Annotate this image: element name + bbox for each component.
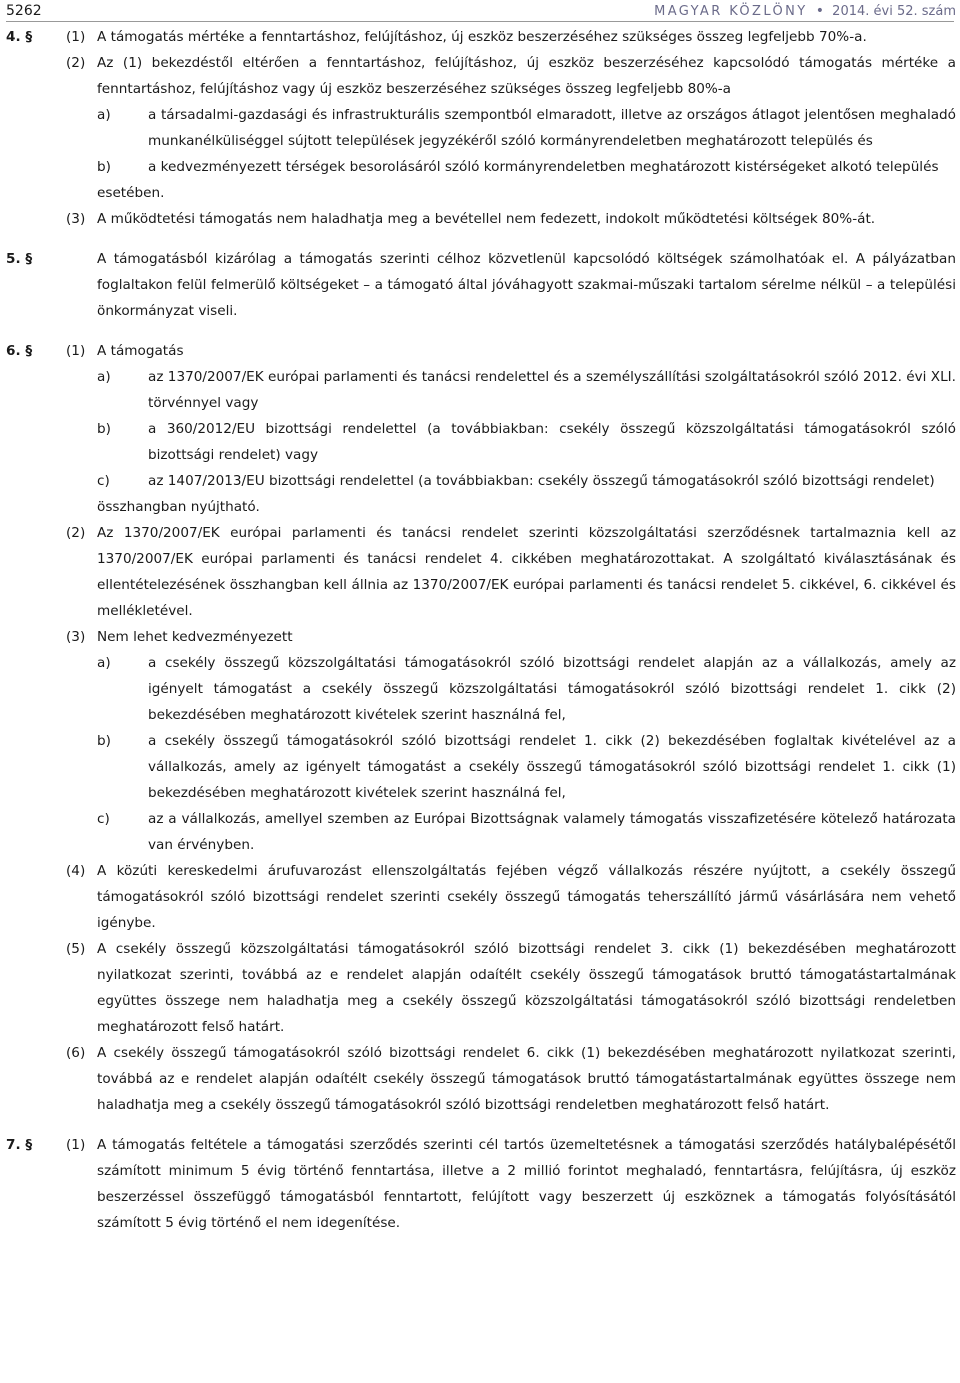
paragraph-number: (1) <box>66 343 86 359</box>
journal-title: MAGYAR KÖZLÖNY <box>654 4 808 19</box>
paragraph-text: A támogatás mértéke a fenntartáshoz, felújításhoz, új eszköz beszerzéséhez szükséges összeg legfeljebb 70%-a. <box>97 29 867 45</box>
paragraph-number: (1) <box>66 29 86 45</box>
item-letter: b) <box>97 159 111 175</box>
section-7 <box>0 1132 960 1236</box>
list-item-6-1-b <box>0 416 960 468</box>
item-letter: b) <box>97 421 111 437</box>
item-letter: a) <box>97 655 111 671</box>
section-number: 5. § <box>6 251 33 267</box>
section-4 <box>0 24 960 232</box>
paragraph-text: A közúti kereskedelmi árufuvarozást ellenszolgáltatás fejében végző vállalkozás részére nyújtott, a csekély összegű támogatásokról szóló bizottsági rendelet szerinti csekély összegű támogatás teherszállító jármű vásárlására nem vehető igénybe. <box>97 863 956 931</box>
paragraph-6-3 <box>0 624 960 650</box>
section-gap <box>0 1118 960 1132</box>
item-text: a társadalmi-gazdasági és infrastrukturális szempontból elmaradott, illetve az országos átlagot jelentősen meghaladó munkanélküliséggel sújtott települések jegyzékéről szóló kormányrendeletben meghatározott település és <box>148 107 956 149</box>
list-item-4-2-b <box>0 154 960 180</box>
item-text: az 1407/2013/EU bizottsági rendelettel (a továbbiakban: csekély összegű támogatásokról szóló bizottsági rendelet) <box>148 473 935 489</box>
list-item-4-2-a <box>0 102 960 154</box>
paragraph-7-1 <box>0 1132 960 1236</box>
list-item-6-1-c <box>0 468 960 494</box>
section-gap <box>0 232 960 246</box>
document-body <box>0 24 960 1236</box>
paragraph-tail: összhangban nyújtható. <box>97 499 260 515</box>
paragraph-4-1 <box>0 24 960 50</box>
section-text: A támogatásból kizárólag a támogatás szerinti célhoz közvetlenül kapcsolódó költségek számolhatóak el. A pályázatban foglaltakon felül felmerülő költségeket – a támogató által jóváhagyott szakmai-műszaki tartalom sérelme nélkül – a települési önkormányzat viseli. <box>97 251 956 319</box>
paragraph-number: (2) <box>66 525 86 541</box>
paragraph-number: (3) <box>66 629 86 645</box>
paragraph-6-6 <box>0 1040 960 1118</box>
paragraph-6-1 <box>0 338 960 364</box>
page-header <box>0 0 960 22</box>
item-text: a 360/2012/EU bizottsági rendelettel (a továbbiakban: csekély összegű közszolgáltatási támogatásokról szóló bizottsági rendelet) vagy <box>148 421 956 463</box>
paragraph-number: (4) <box>66 863 86 879</box>
paragraph-text: A működtetési támogatás nem haladhatja meg a bevétellel nem fedezett, indokolt működtetési költségek 80%-át. <box>97 211 876 227</box>
item-letter: a) <box>97 369 111 385</box>
paragraph-number: (3) <box>66 211 86 227</box>
section-5 <box>0 246 960 324</box>
item-text: a csekély összegű támogatásokról szóló bizottsági rendelet 1. cikk (2) bekezdésében foglaltak kivételével az a vállalkozás, amely az igényelt támogatást a csekély összegű támogatásokról szóló bizottsági rendelet 1. cikk (1) bekezdésében meghatározott kivételek szerint használná fel, <box>148 733 956 801</box>
section-number: 6. § <box>6 343 33 359</box>
paragraph-6-2 <box>0 520 960 624</box>
list-item-6-3-b <box>0 728 960 806</box>
paragraph-number: (1) <box>66 1137 86 1153</box>
paragraph-text: Az 1370/2007/EK európai parlamenti és tanácsi rendelet szerinti közszolgáltatási szerződésnek tartalmaznia kell az 1370/2007/EK európai parlamenti és tanácsi rendelet 4. cikkében meghatározottakat. A szolgáltató kiválasztásának és ellentételezésének összhangban kell állnia az 1370/2007/EK európai parlamenti és tanácsi rendelet 5. cikkével, 6. cikkével és mellékletével. <box>97 525 956 619</box>
paragraph-4-3 <box>0 206 960 232</box>
item-letter: b) <box>97 733 111 749</box>
section-number: 7. § <box>6 1137 33 1153</box>
paragraph-number: (2) <box>66 55 86 71</box>
paragraph-text: Nem lehet kedvezményezett <box>97 629 293 645</box>
paragraph-text: A csekély összegű támogatásokról szóló bizottsági rendelet 6. cikk (1) bekezdésében meghatározott nyilatkozat szerinti, továbbá az e rendelet alapján odaítélt csekély összegű támogatások bruttó támogatástartalmának együttes összege nem haladhatja meg a csekély összegű támogatásokról szóló bizottsági rendeletben meghatározott felső határt. <box>97 1045 956 1113</box>
separator-bullet: • <box>815 3 825 19</box>
item-text: a kedvezményezett térségek besorolásáról szóló kormányrendeletben meghatározott kistérségeket alkotó település <box>148 159 939 175</box>
paragraph-text: A támogatás feltétele a támogatási szerződés szerinti cél tartós üzemeltetésnek a támogatási szerződés hatálybalépésétől számított minimum 5 évig történő fenntartása, illetve a 2 millió forintot meghaladó, fenntartásra, felújításra, új eszköz beszerzéssel összefüggő támogatásból fenntartott, felújított vagy beszerzett új eszköznek a támogatás folyósításától számított 5 évig történő el nem idegenítése. <box>97 1137 956 1231</box>
item-text: az a vállalkozás, amellyel szemben az Európai Bizottságnak valamely támogatás visszafizetésére kötelező határozata van érvényben. <box>148 811 956 853</box>
paragraph-number: (6) <box>66 1045 86 1061</box>
paragraph-number: (5) <box>66 941 86 957</box>
paragraph-text: A támogatás <box>97 343 184 359</box>
section-gap <box>0 324 960 338</box>
page-number: 5262 <box>6 3 42 19</box>
item-text: az 1370/2007/EK európai parlamenti és tanácsi rendelettel és a személyszállítási szolgáltatásokról szóló 2012. évi XLI. törvénnyel vagy <box>148 369 956 411</box>
paragraph-4-2 <box>0 50 960 102</box>
paragraph-tail: esetében. <box>97 185 165 201</box>
item-letter: c) <box>97 811 110 827</box>
item-text: a csekély összegű közszolgáltatási támogatásokról szóló bizottsági rendelet alapján az a vállalkozás, amely az igényelt támogatást a csekély összegű közszolgáltatási támogatásokról szóló bizottsági rendelet 1. cikk (2) bekezdésében meghatározott kivételek szerint használná fel, <box>148 655 956 723</box>
paragraph-6-5 <box>0 936 960 1040</box>
list-item-6-1-a <box>0 364 960 416</box>
list-item-6-3-a <box>0 650 960 728</box>
header-rule <box>6 21 954 22</box>
item-letter: a) <box>97 107 111 123</box>
section-number: 4. § <box>6 29 33 45</box>
section-6 <box>0 338 960 1118</box>
list-item-6-3-c <box>0 806 960 858</box>
paragraph-text: Az (1) bekezdéstől eltérően a fenntartáshoz, felújításhoz, új eszköz beszerzéséhez kapcsolódó támogatás mértéke a fenntartáshoz, felújításhoz vagy új eszköz beszerzéséhez szükséges összeg legfeljebb 80%-a <box>97 55 956 97</box>
item-letter: c) <box>97 473 110 489</box>
issue-label: 2014. évi 52. szám <box>832 4 956 19</box>
paragraph-text: A csekély összegű közszolgáltatási támogatásokról szóló bizottsági rendelet 3. cikk (1) bekezdésében meghatározott nyilatkozat szerinti, továbbá az e rendelet alapján odaítélt csekély összegű támogatások bruttó támogatástartalmának együttes összege nem haladhatja meg a csekély összegű közszolgáltatási támogatásokról szóló bizottsági rendeletben meghatározott felső határt. <box>97 941 956 1035</box>
paragraph-6-4 <box>0 858 960 936</box>
